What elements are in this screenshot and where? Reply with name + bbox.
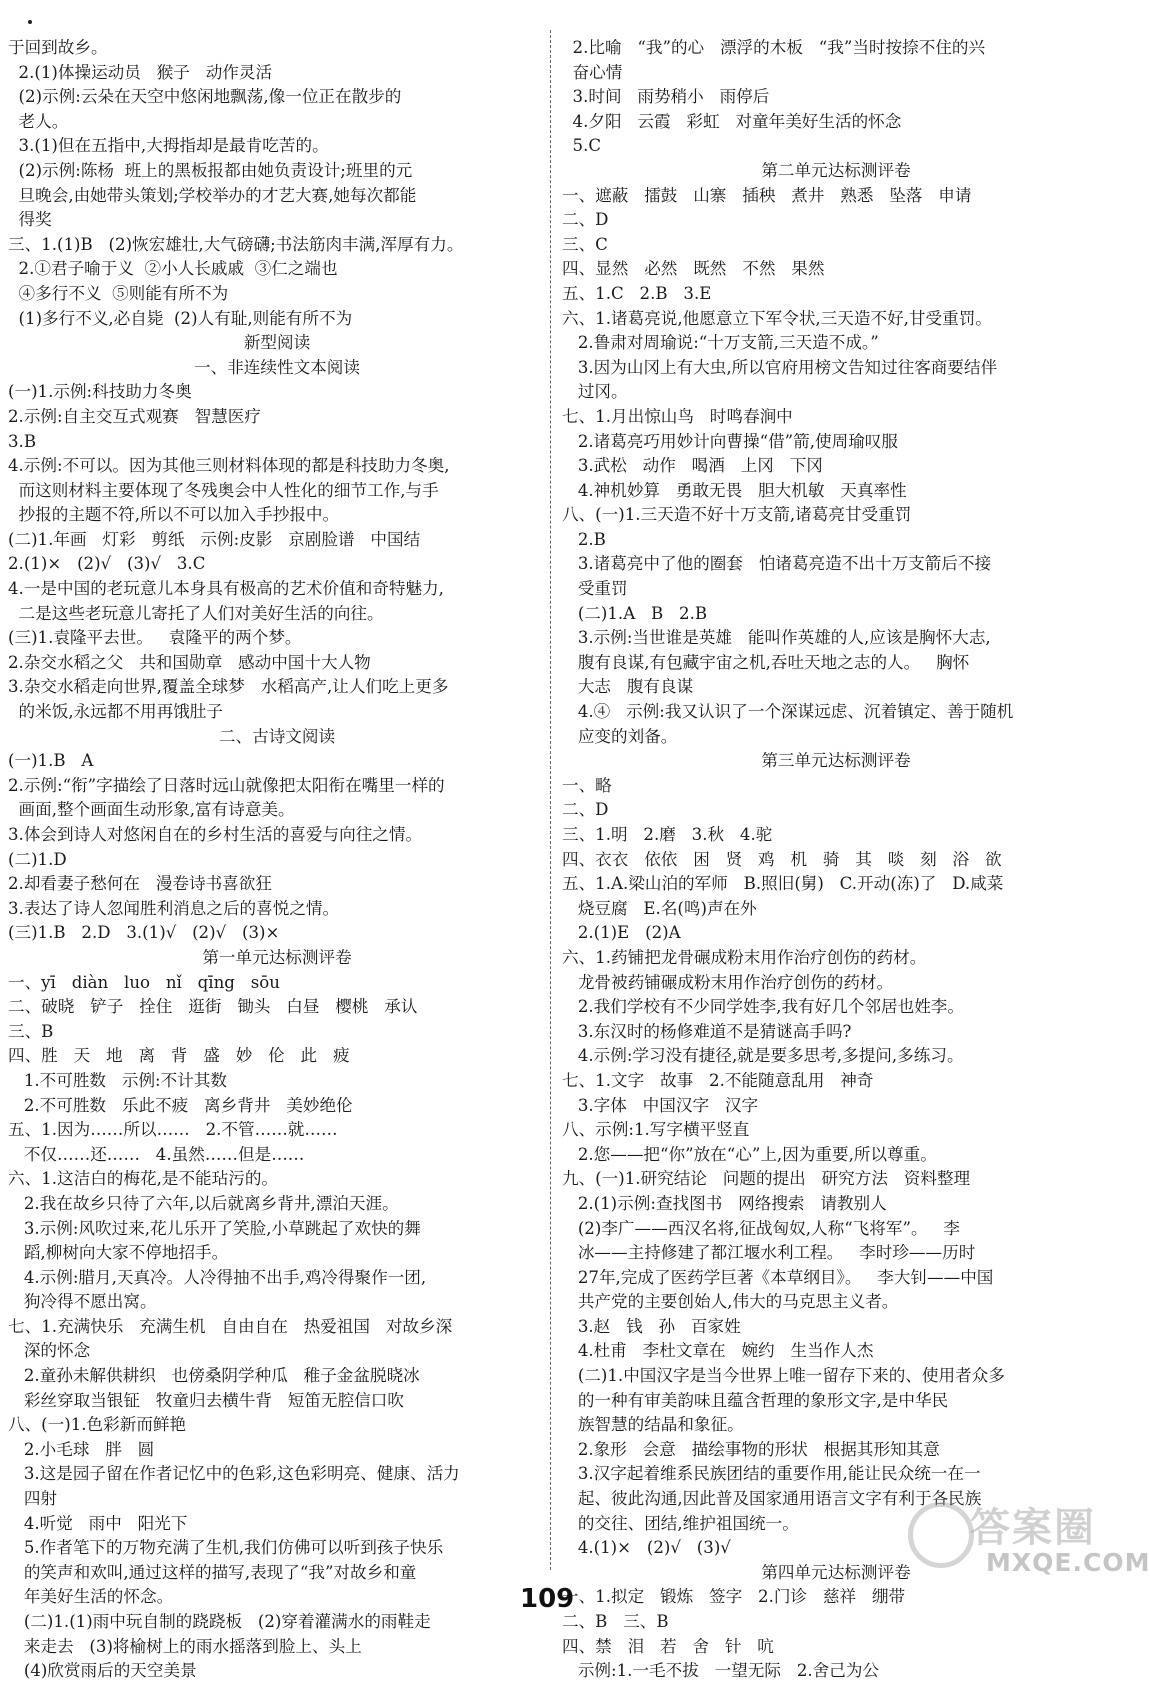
answer-line: 2.示例:“衔”字描绘了日落时远山就像把太阳衔在嘴里一样的 <box>8 775 445 795</box>
answer-line: 三、B <box>8 1021 54 1041</box>
answer-line: 的一种有审美韵味且蕴含哲理的象形文字,是中华民 <box>562 1390 949 1410</box>
answer-line: (2)李广——西汉名将,征战匈奴,人称“飞将军”。 李 <box>562 1218 960 1238</box>
answer-line: 八、(一)1.三天造不好十万支箭,诸葛亮甘受重罚 <box>562 505 912 525</box>
answer-line: 5.C <box>562 136 602 156</box>
answer-line: 而这则材料主要体现了冬残奥会中人性化的细节工作,与手 <box>8 480 439 500</box>
right-column <box>562 36 1110 1684</box>
answer-line: 3.赵 钱 孙 百家姓 <box>562 1316 741 1336</box>
answer-line: 一、略 <box>562 775 612 795</box>
answer-line: 4.夕阳 云霞 彩虹 对童年美好生活的怀念 <box>562 111 902 131</box>
answer-line: ④多行不义 ⑤则能有所不为 <box>8 283 229 303</box>
answer-line: (2)示例:云朵在天空中悠闲地飘荡,像一位正在散步的 <box>8 87 402 107</box>
answer-line: 2.童孙未解供耕织 也傍桑阴学种瓜 稚子金盆脱晓冰 <box>8 1366 420 1386</box>
page-number: 109 <box>520 1584 575 1614</box>
answer-line: 2.我们学校有不少同学姓李,我有好几个邻居也姓李。 <box>562 997 964 1017</box>
answer-line: 一、遮蔽 擂鼓 山寨 插秧 煮井 熟悉 坠落 申请 <box>562 185 972 205</box>
answer-line: (2)示例:陈杨 班上的黑板报都由她负责设计;班里的元 <box>8 160 413 180</box>
answer-line: 过冈。 <box>562 382 628 402</box>
answer-line: 二、D <box>562 800 609 820</box>
answer-line: 2.(1)× (2)√ (3)√ 3.C <box>8 554 206 574</box>
watermark-top-text: 答案圈 <box>970 1505 1096 1551</box>
answer-line: 3.因为山冈上有大虫,所以官府用榜文告知过往客商要结伴 <box>562 357 998 377</box>
answer-line: 八、示例:1.写字横平竖直 <box>562 1120 750 1140</box>
answer-line: 2.您——把“你”放在“心”上,因为重要,所以尊重。 <box>562 1144 937 1164</box>
margin-dot <box>28 20 32 24</box>
answer-line: 2.B <box>562 529 606 549</box>
answer-line: 于回到故乡。 <box>8 38 108 57</box>
answer-line: 示例:1.一毛不拔 一望无际 2.舍己为公 <box>562 1661 880 1681</box>
answer-line: 4.(1)× (2)√ (3)√ <box>562 1538 731 1558</box>
answer-line: (二)1.A B 2.B <box>562 603 708 623</box>
answer-line: 的笑声和欢叫,通过这样的描写,表现了“我”对故乡和童 <box>8 1562 417 1582</box>
answer-line: 四、胜 天 地 离 背 盛 妙 伦 此 疲 <box>8 1046 350 1066</box>
answer-line: 抄报的主题不符,所以不可以加入手抄报中。 <box>8 505 340 525</box>
answer-line: 4.一是中国的老玩意儿本身具有极高的艺术价值和奇特魅力, <box>8 579 444 599</box>
answer-line: 2.鲁肃对周瑜说:“十万支箭,三天造不成。” <box>562 333 879 353</box>
answer-line: 4.神机妙算 勇敢无畏 胆大机敏 天真率性 <box>562 480 907 500</box>
answer-line: 3.这是园子留在作者记忆中的色彩,这色彩明亮、健康、活力 <box>8 1464 460 1484</box>
answer-line: (三)1.袁隆平去世。 袁隆平的两个梦。 <box>8 628 302 648</box>
answer-line: 3.字体 中国汉字 汉字 <box>562 1095 759 1115</box>
answer-line: 七、1.文字 故事 2.不能随意乱用 神奇 <box>562 1070 874 1090</box>
answer-line: 龙骨被药铺碾成粉末用作治疗创伤的药材。 <box>562 972 894 992</box>
answer-line: 狗冷得不愿出窝。 <box>8 1292 157 1312</box>
answer-line: 2.(1)E (2)A <box>562 923 681 943</box>
answer-line: 六、1.诸葛亮说,他愿意立下军令状,三天造不好,甘受重罚。 <box>562 308 992 328</box>
watermark <box>900 1494 1150 1586</box>
answer-line: 二、破晓 铲子 拴住 逛街 锄头 白昼 樱桃 承认 <box>8 997 418 1017</box>
answer-line: (4)欣赏雨后的天空美景 <box>8 1661 197 1681</box>
section-heading: 一、非连续性文本阅读 <box>194 357 360 377</box>
answer-line: 的米饭,永远都不用再饿肚子 <box>8 702 223 722</box>
answer-line: 3.表达了诗人忽闻胜利消息之后的喜悦之情。 <box>8 898 340 918</box>
answer-line: 3.诸葛亮中了他的圈套 怕诸葛亮造不出十万支箭后不接 <box>562 554 992 574</box>
answer-line: 应变的刘备。 <box>562 726 678 746</box>
answer-line: 27年,完成了医药学巨著《本草纲目》。 李大钊——中国 <box>562 1267 994 1287</box>
answer-line: 2.比喻 “我”的心 漂浮的木板 “我”当时按捺不住的兴 <box>562 38 986 57</box>
answer-line: 2.示例:自主交互式观赛 智慧医疗 <box>8 406 261 426</box>
answer-line: 一、1.拟定 锻炼 签字 2.门诊 慈祥 绷带 <box>562 1587 906 1607</box>
answer-line: 3.B <box>8 431 37 451</box>
section-heading: 新型阅读 <box>243 333 311 353</box>
answer-line: 3.示例:风吹过来,花儿乐开了笑脸,小草跳起了欢快的舞 <box>8 1218 421 1238</box>
section-heading: 二、古诗文阅读 <box>218 726 336 746</box>
answer-line: 四、衣衣 依依 困 贤 鸡 机 骑 其 啖 刻 浴 欲 <box>562 849 1002 869</box>
watermark-bottom-text: MXQE.COM <box>986 1548 1150 1577</box>
answer-line: 2.(1)体操运动员 猴子 动作灵活 <box>8 62 273 82</box>
answer-line: 5.作者笔下的万物充满了生机,我们仿佛可以听到孩子快乐 <box>8 1538 444 1558</box>
answer-line: 起、彼此沟通,因此普及国家通用语言文字有利于各民族 <box>562 1489 982 1509</box>
answer-line: 腹有良谋,有包藏宇宙之机,吞吐天地之志的人。 胸怀 <box>562 652 970 672</box>
answer-line: 深的怀念 <box>8 1341 91 1361</box>
answer-line: 2.小毛球 胖 圆 <box>8 1439 155 1459</box>
answer-line: 2.诸葛亮巧用妙计向曹操“借”箭,使周瑜叹服 <box>562 431 898 451</box>
section-heading: 第四单元达标测评卷 <box>761 1562 911 1582</box>
answer-line: 2.却看妻子愁何在 漫卷诗书喜欲狂 <box>8 874 272 894</box>
answer-line: 八、(一)1.色彩新而鲜艳 <box>8 1415 187 1435</box>
answer-line: 二、B 三、B <box>562 1612 669 1631</box>
answer-line: 3.汉字起着维系民族团结的重要作用,能让民众统一在一 <box>562 1464 981 1484</box>
answer-line: (二)1.(1)雨中玩自制的跷跷板 (2)穿着灌满水的雨鞋走 <box>8 1612 431 1631</box>
answer-line: 2.①君子喻于义 ②小人长戚戚 ③仁之端也 <box>8 259 338 279</box>
answer-line: 族智慧的结晶和象征。 <box>562 1415 744 1435</box>
answer-line: 七、1.充满快乐 充满生机 自由自在 热爱祖国 对故乡深 <box>8 1316 453 1336</box>
answer-line: 蹈,柳树向大家不停地招手。 <box>8 1243 229 1263</box>
answer-line: 4.④ 示例:我又认识了一个深谋远虑、沉着镇定、善于随机 <box>562 702 1014 722</box>
answer-line: 奋心情 <box>562 62 623 82</box>
answer-line: 冰——主持修建了都江堰水利工程。 李时珍——历时 <box>562 1243 976 1263</box>
answer-line: 二是这些老玩意儿寄托了人们对美好生活的向往。 <box>8 603 384 623</box>
answer-line: 彩丝穿取当银钲 牧童归去横牛背 短笛无腔信口吹 <box>8 1390 404 1410</box>
answer-line: 4.示例:不可以。因为其他三则材料体现的都是科技助力冬奥, <box>8 456 450 476</box>
section-heading: 第一单元达标测评卷 <box>202 947 352 967</box>
answer-line: 共产党的主要创始人,伟大的马克思主义者。 <box>562 1292 899 1312</box>
answer-line: 受重罚 <box>562 579 628 599</box>
answer-line: 四射 <box>8 1489 58 1509</box>
answer-line: (一)1.B A <box>8 751 94 771</box>
answer-line: 五、1.A.梁山泊的军师 B.照旧(舅) C.开动(冻)了 D.咸菜 <box>562 874 1004 894</box>
answer-line: 二、D <box>562 210 609 230</box>
answer-line: 3.时间 雨势稍小 雨停后 <box>562 87 770 107</box>
answer-line: 2.不可胜数 乐此不疲 离乡背井 美妙绝伦 <box>8 1095 353 1115</box>
answer-line: 老人。 <box>8 111 69 131</box>
answer-line: 四、禁 泪 若 舍 针 吭 <box>562 1636 774 1656</box>
answer-line: 六、1.药铺把龙骨碾成粉末用作治疗创伤的药材。 <box>562 947 927 967</box>
watermark-logo-icon <box>908 1502 974 1568</box>
answer-line: 2.象形 会意 描绘事物的形状 根据其形知其意 <box>562 1439 940 1459</box>
answer-line: (1)多行不义,必自毙 (2)人有耻,则能有所不为 <box>8 308 353 328</box>
column-divider <box>550 30 552 1570</box>
answer-line: 4.示例:腊月,天真冷。人冷得抽不出手,鸡冷得聚作一团, <box>8 1267 427 1287</box>
answer-line: 旦晚会,由她带头策划;学校举办的才艺大赛,她每次都能 <box>8 185 417 205</box>
answer-line: 4.听觉 雨中 阳光下 <box>8 1513 188 1533</box>
answer-line: 3.体会到诗人对悠闲自在的乡村生活的喜爱与向往之情。 <box>8 825 423 844</box>
answer-line: 2.杂交水稻之父 共和国勋章 感动中国十大人物 <box>8 652 371 672</box>
section-heading: 第二单元达标测评卷 <box>761 160 911 180</box>
answer-line: 七、1.月出惊山鸟 时鸣春涧中 <box>562 406 793 426</box>
answer-line: 2.(1)示例:查找图书 网络搜索 请教别人 <box>562 1193 887 1213</box>
answer-line: 3.示例:当世谁是英雄 能叫作英雄的人,应该是胸怀大志, <box>562 628 991 648</box>
answer-line: 三、1.明 2.磨 3.秋 4.驼 <box>562 825 773 844</box>
answer-line: 年美好生活的怀念。 <box>8 1587 174 1607</box>
answer-line: (三)1.B 2.D 3.(1)√ (2)√ (3)× <box>8 923 280 943</box>
answer-line: 3.杂交水稻走向世界,覆盖全球梦 水稻高产,让人们吃上更多 <box>8 677 449 697</box>
answer-line: 四、显然 必然 既然 不然 果然 <box>562 259 825 279</box>
answer-line: 1.不可胜数 示例:不计其数 <box>8 1070 228 1090</box>
answer-line: 3.(1)但在五指中,大拇指却是最肯吃苦的。 <box>8 136 329 156</box>
answer-line: 一、yī diàn luo nǐ qīng sōu <box>8 972 280 992</box>
left-column <box>8 36 546 1684</box>
answer-line: 来走去 (3)将榆树上的雨水摇落到脸上、头上 <box>8 1636 362 1656</box>
answer-line: 五、1.因为……所以…… 2.不管……就…… <box>8 1120 338 1140</box>
section-heading: 第三单元达标测评卷 <box>761 751 911 771</box>
answer-line: (二)1.年画 灯彩 剪纸 示例:皮影 京剧脸谱 中国结 <box>8 529 421 549</box>
answer-line: (一)1.示例:科技助力冬奥 <box>8 382 192 402</box>
answer-line: (二)1.中国汉字是当今世界上唯一留存下来的、使用者众多 <box>562 1366 1005 1386</box>
answer-line: 三、1.(1)B (2)恢宏雄壮,大气磅礴;书法筋肉丰满,浑厚有力。 <box>8 234 464 254</box>
answer-line: 4.杜甫 李杜文章在 婉约 生当作人杰 <box>562 1341 874 1361</box>
answer-line: 烧豆腐 E.名(鸣)声在外 <box>562 898 757 918</box>
answer-line: 的交往、团结,维护祖国统一。 <box>562 1513 799 1533</box>
answer-line: (二)1.D <box>8 849 67 869</box>
answer-line: 3.东汉时的杨修难道不是猜谜高手吗? <box>562 1021 852 1041</box>
answer-line: 六、1.这洁白的梅花,是不能玷污的。 <box>8 1169 279 1189</box>
answer-line: 三、C <box>562 234 608 254</box>
answer-line: 不仅……还…… 4.虽然……但是…… <box>8 1144 305 1164</box>
answer-line: 4.示例:学习没有捷径,就是要多思考,多提问,多练习。 <box>562 1046 964 1066</box>
answer-line: 五、1.C 2.B 3.E <box>562 283 712 303</box>
answer-line: 得奖 <box>8 210 52 230</box>
answer-line: 大志 腹有良谋 <box>562 677 694 697</box>
answer-line: 画面,整个画面生动形象,富有诗意美。 <box>8 800 295 820</box>
answer-line: 九、(一)1.研究结论 问题的提出 研究方法 资料整理 <box>562 1169 971 1189</box>
answer-line: 3.武松 动作 喝酒 上冈 下冈 <box>562 456 823 476</box>
answer-line: 2.我在故乡只待了六年,以后就离乡背井,漂泊天涯。 <box>8 1193 399 1213</box>
